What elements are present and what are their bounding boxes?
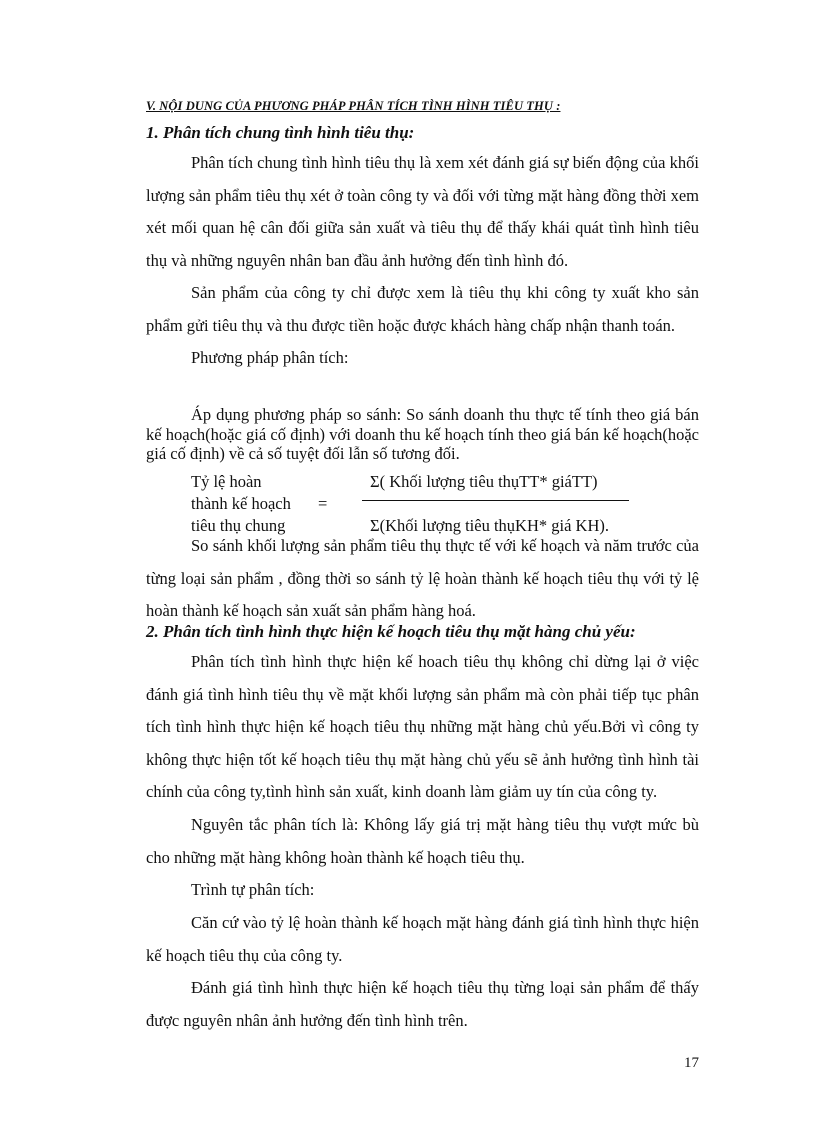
section-2-paragraph-4: Căn cứ vào tỷ lệ hoàn thành kế hoạch mặt hàng đánh giá tình hình thực hiện kế hoạch tiêu thụ của công ty.	[146, 913, 699, 965]
section-2-title: 2. Phân tích tình hình thực hiện kế hoạch tiêu thụ mặt hàng chủ yếu:	[146, 622, 636, 641]
section-2-paragraph-3: Trình tự phân tích:	[191, 880, 315, 899]
section-2-paragraph-1: Phân tích tình hình thực hiện kế hoach tiêu thụ không chỉ dừng lại ở việc đánh giá tình hình tiêu thụ về mặt khối lượng sản phẩm mà còn phải tiếp tục phân tích tình hình thực hiện kế hoạch tiêu thụ những mặt hàng chủ yếu.Bởi vì công ty không thực hiện tốt kế hoạch tiêu thụ mặt hàng chủ yếu sẽ ảnh hưởng tình hình tài chính của công ty,tình hình sản xuất, kinh doanh làm giảm uy tín của công ty.	[146, 652, 699, 802]
formula-numerator: Σ( Khối lượng tiêu thụTT* giáTT)	[370, 472, 598, 491]
page-number: 17	[684, 1055, 699, 1071]
formula-label-line-1: Tỷ lệ hoàn	[191, 472, 262, 491]
section-1-paragraph-3: Phương pháp phân tích:	[191, 348, 349, 367]
section-1-paragraph-2: Sản phẩm của công ty chỉ được xem là tiêu thụ khi công ty xuất kho sản phẩm gửi tiêu thụ và thu được tiền hoặc được khách hàng chấp nhận thanh toán.	[146, 283, 699, 335]
section-1-title: 1. Phân tích chung tình hình tiêu thụ:	[146, 123, 415, 142]
section-1-paragraph-4: Áp dụng phương pháp so sánh: So sánh doanh thu thực tế tính theo giá bán kế hoạch(hoặc giá cố định) với doanh thu kế hoạch tính theo giá bán kế hoạch(hoặc giá cố định) về cả số tuyệt đối lẫn số tương đối.	[146, 405, 699, 463]
formula-equals-sign: =	[318, 494, 328, 513]
section-2-paragraph-2: Nguyên tắc phân tích là: Không lấy giá trị mặt hàng tiêu thụ vượt mức bù cho những mặt hàng không hoàn thành kế hoạch tiêu thụ.	[146, 815, 699, 867]
section-1-paragraph-1: Phân tích chung tình hình tiêu thụ là xem xét đánh giá sự biến động của khối lượng sản phẩm tiêu thụ xét ở toàn công ty và đối với từng mặt hàng đồng thời xem xét mối quan hệ cân đối giữa sản xuất và tiêu thụ để thấy khái quát tình hình tiêu thụ và những nguyên nhân ban đầu ảnh hưởng đến tình hình đó.	[146, 153, 699, 270]
formula-label-line-2: thành kế hoạch	[191, 494, 291, 513]
fraction-bar	[362, 500, 629, 501]
chapter-heading: V. NỘI DUNG CỦA PHƯƠNG PHÁP PHÂN TÍCH TÌNH HÌNH TIÊU THỤ :	[146, 99, 561, 113]
section-2-paragraph-5: Đánh giá tình hình thực hiện kế hoạch tiêu thụ từng loại sản phẩm để thấy được nguyên nhân ảnh hưởng đến tình hình trên.	[146, 978, 699, 1030]
formula-denominator: Σ(Khối lượng tiêu thụKH* giá KH).	[370, 516, 609, 535]
formula-label-line-3: tiêu thụ chung	[191, 516, 286, 535]
section-1-paragraph-5: So sánh khối lượng sản phẩm tiêu thụ thực tế với kế hoạch và năm trước của từng loại sản phẩm , đồng thời so sánh tỷ lệ hoàn thành kế hoạch tiêu thụ với tỷ lệ hoàn thành kế hoạch sản xuất sản phẩm hàng hoá.	[146, 536, 699, 621]
